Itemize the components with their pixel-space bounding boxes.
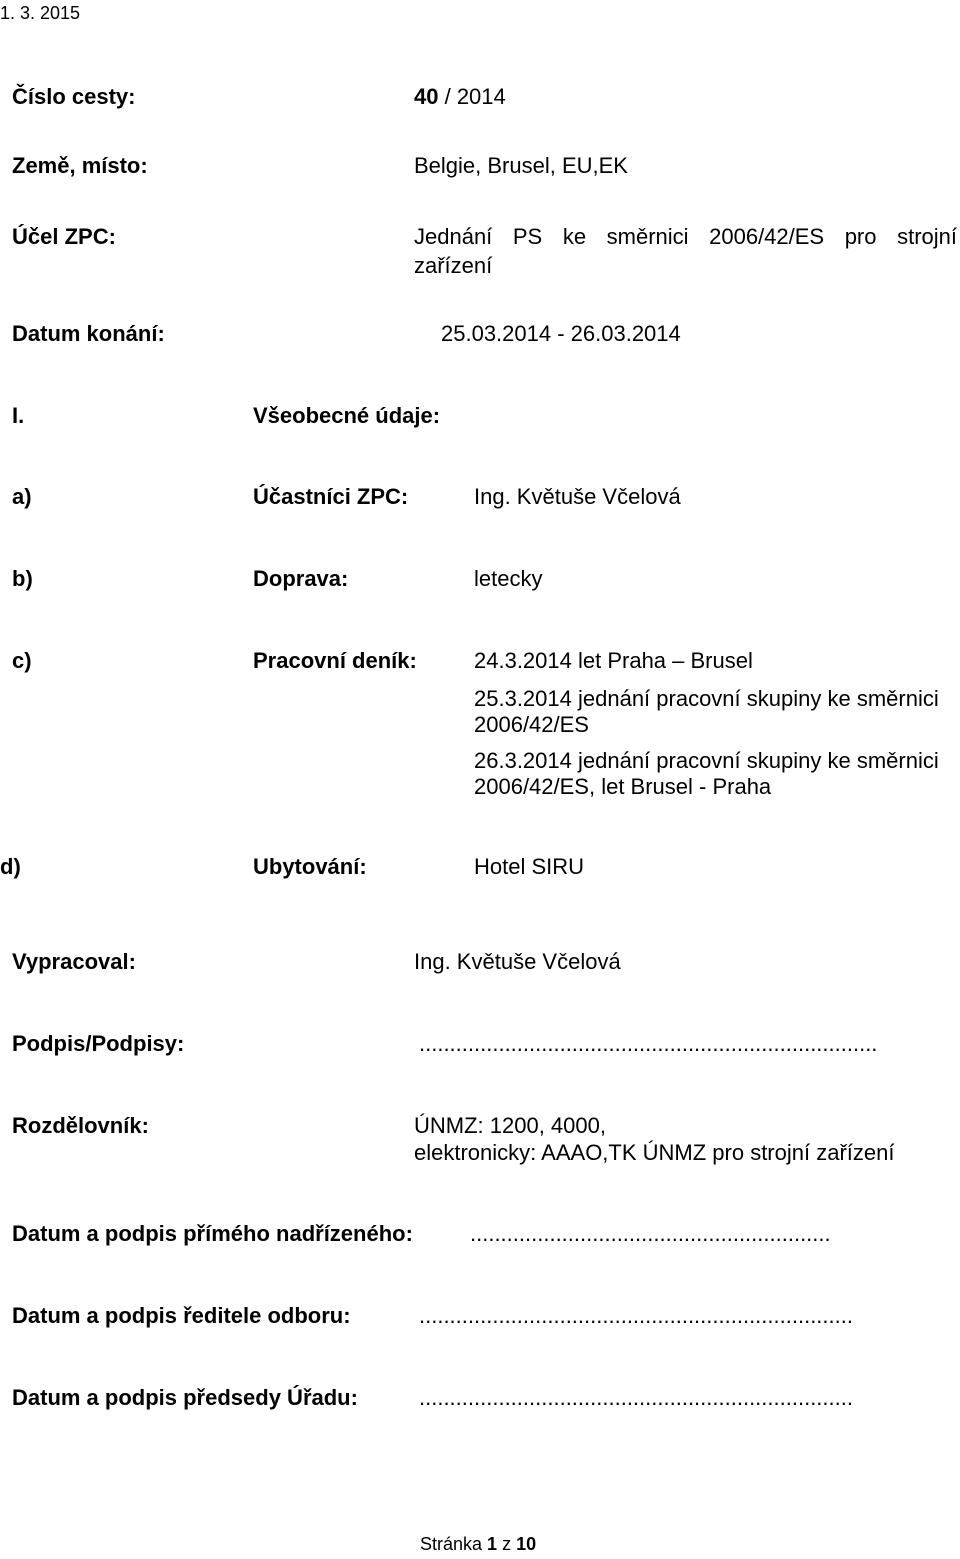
section-number: I. — [12, 403, 25, 428]
transport-value: letecky — [474, 566, 543, 591]
accommodation-label: Ubytování: — [253, 854, 367, 879]
page-number — [420, 1531, 536, 1557]
item-b-letter: b) — [12, 566, 33, 591]
purpose-line-2: zařízení — [414, 253, 493, 278]
page-number-middle: z — [497, 1534, 517, 1554]
trip-number-label: Číslo cesty: — [12, 84, 136, 109]
date-value: 25.03.2014 - 26.03.2014 — [441, 321, 681, 346]
section-title: Všeobecné údaje: — [253, 403, 441, 428]
purpose-label: Účel ZPC: — [12, 224, 116, 249]
distribution-line-2: elektronicky: AAAO,TK ÚNMZ pro strojní zařízení — [414, 1140, 895, 1165]
distribution-label: Rozdělovník: — [12, 1113, 149, 1138]
diary-entry-3-line-2: 2006/42/ES, let Brusel - Praha — [474, 774, 772, 799]
accommodation-value: Hotel SIRU — [474, 854, 585, 879]
signature-label: Podpis/Podpisy: — [12, 1031, 185, 1056]
participants-value: Ing. Květuše Včelová — [474, 484, 681, 509]
page-current: 1 — [487, 1534, 498, 1554]
date-label: Datum konání: — [12, 321, 165, 346]
participants-label: Účastníci ZPC: — [253, 484, 409, 509]
superior-signature-label: Datum a podpis přímého nadřízeného: — [12, 1221, 413, 1246]
page-number-prefix: Stránka — [420, 1534, 488, 1554]
superior-signature-line: ........................................................... — [470, 1221, 831, 1246]
president-signature-label: Datum a podpis předsedy Úřadu: — [12, 1385, 358, 1410]
diary-entry-2-line-1: 25.3.2014 jednání pracovní skupiny ke směrnici — [474, 686, 939, 711]
transport-label: Doprava: — [253, 566, 349, 591]
diary-label: Pracovní deník: — [253, 648, 417, 673]
director-signature-line: ....................................................................... — [419, 1303, 853, 1328]
item-c-letter: c) — [12, 648, 32, 673]
president-signature-line: ....................................................................... — [419, 1385, 853, 1410]
page-total: 10 — [516, 1534, 537, 1554]
prepared-value: Ing. Květuše Včelová — [414, 949, 621, 974]
director-signature-label: Datum a podpis ředitele odboru: — [12, 1303, 351, 1328]
purpose-line-1: Jednání PS ke směrnici 2006/42/ES pro strojní — [414, 224, 957, 249]
place-label: Země, místo: — [12, 153, 148, 178]
place-value: Belgie, Brusel, EU,EK — [414, 153, 628, 178]
trip-number: 40 — [414, 84, 439, 109]
distribution-line-1: ÚNMZ: 1200, 4000, — [414, 1113, 606, 1138]
diary-entry-3-line-1: 26.3.2014 jednání pracovní skupiny ke směrnici — [474, 748, 939, 773]
prepared-label: Vypracoval: — [12, 949, 136, 974]
diary-entry-2-line-2: 2006/42/ES — [474, 712, 589, 737]
item-d-letter: d) — [0, 854, 21, 879]
header-date: 1. 3. 2015 — [0, 3, 81, 23]
trip-year: / 2014 — [438, 84, 506, 109]
trip-number-value — [414, 84, 506, 110]
item-a-letter: a) — [12, 484, 32, 509]
signature-line: ........................................................................... — [419, 1031, 878, 1056]
diary-entry-1: 24.3.2014 let Praha – Brusel — [474, 648, 753, 673]
